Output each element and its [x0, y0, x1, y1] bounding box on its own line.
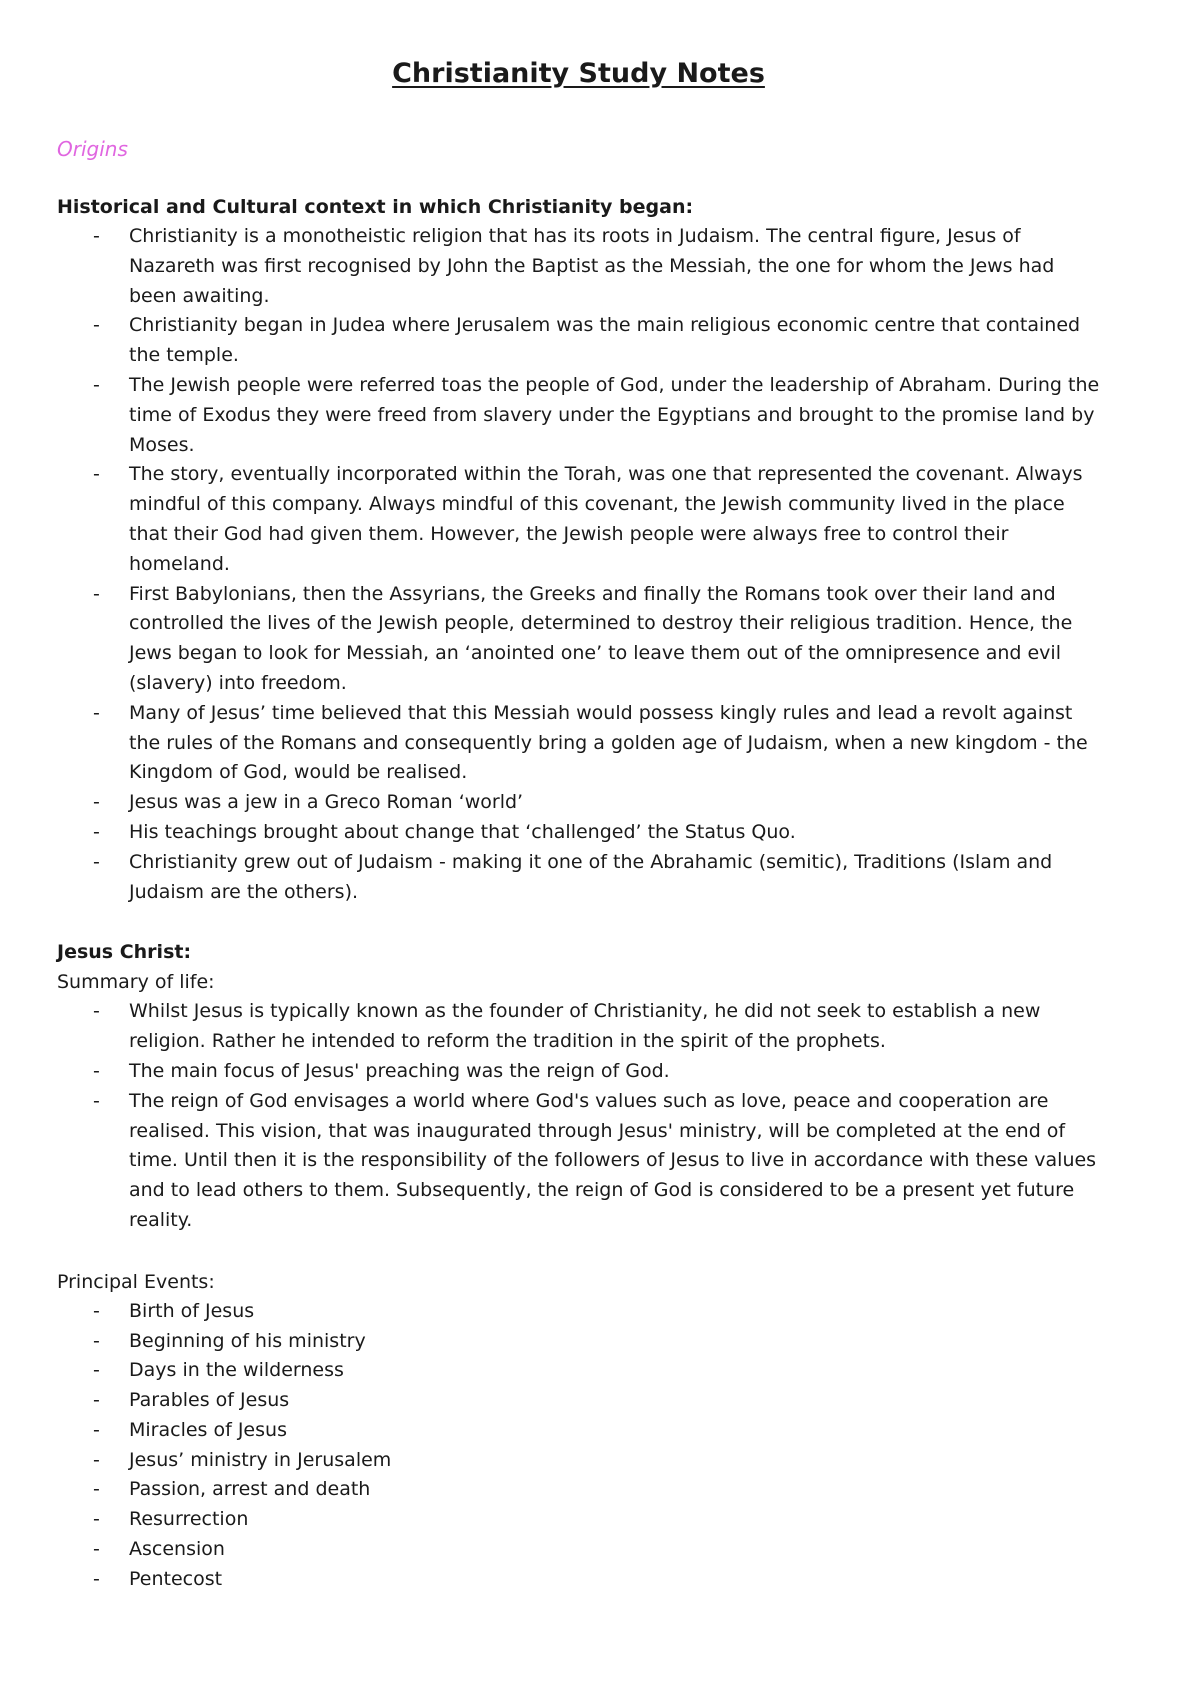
list-item [57, 580, 1100, 699]
bullet-dash: - [93, 1359, 100, 1382]
list-item-text: The main focus of Jesus' preaching was the reign of God. [129, 1059, 670, 1082]
section-label-origins: Origins [57, 137, 128, 161]
list-item-text: Passion, arrest and death [129, 1478, 371, 1501]
list-item [57, 222, 1100, 311]
list-item [57, 1297, 1100, 1327]
list-item-text: Many of Jesus’ time believed that this Messiah would possess kingly rules and lead a revolt against the rules of the Romans and consequently bring a golden age of Judaism, when a new kingdom - the Kingdom of God, would be realised. [129, 701, 1088, 784]
bullet-dash: - [93, 1478, 100, 1501]
page-title: Christianity Study Notes [392, 58, 765, 89]
list-item-text: The reign of God envisages a world where God's values such as love, peace and cooperation are realised. This vision, that was inaugurated through Jesus' ministry, will be completed at the end of time. Until then it is the responsibility of the followers of Jesus to live in accordance with these values and to lead others to them. Subsequently, the reign of God is considered to be a present yet future reality. [129, 1089, 1097, 1231]
list-item [57, 371, 1100, 460]
list-item-text: Miracles of Jesus [129, 1418, 287, 1441]
list-item [57, 1327, 1100, 1357]
list-item [57, 1057, 1100, 1087]
bullet-dash: - [93, 1448, 100, 1471]
list-item-text: Jesus was a jew in a Greco Roman ‘world’ [129, 791, 524, 814]
list-item-text: Birth of Jesus [129, 1299, 255, 1322]
list-item-text: Christianity began in Judea where Jerusalem was the main religious economic centre that contained the temple. [129, 314, 1081, 367]
bullet-dash: - [93, 463, 100, 486]
list-item [57, 1087, 1100, 1236]
jesus-heading: Jesus Christ: [57, 941, 192, 964]
summary-label: Summary of life: [57, 971, 215, 994]
list-item-text: Parables of Jesus [129, 1389, 290, 1412]
events-label: Principal Events: [57, 1270, 215, 1293]
bullet-dash: - [93, 373, 100, 396]
list-item-text: Ascension [129, 1538, 225, 1561]
list-item-text: The story, eventually incorporated within the Torah, was one that represented the covenant. Always mindful of this company. Always mindful of this covenant, the Jewish community lived in the place that their God had given them. However, the Jewish people were always free to control their homeland. [129, 463, 1083, 575]
bullet-dash: - [93, 1389, 100, 1412]
list-item [57, 460, 1100, 579]
origins-heading: Historical and Cultural context in which Christianity began: [57, 196, 694, 218]
bullet-dash: - [93, 1059, 100, 1082]
list-item [57, 699, 1100, 788]
list-item [57, 818, 1100, 848]
origins-bullet-list [57, 222, 1100, 907]
list-item-text: The Jewish people were referred toas the people of God, under the leadership of Abraham. During the time of Exodus they were freed from slavery under the Egyptians and brought to the promise land by Moses. [129, 373, 1100, 456]
list-item [57, 1475, 1100, 1505]
list-item-text: Days in the wilderness [129, 1359, 344, 1382]
list-item-text: Jesus’ ministry in Jerusalem [129, 1448, 392, 1471]
bullet-dash: - [93, 791, 100, 814]
list-item [57, 1535, 1100, 1565]
list-item [57, 997, 1100, 1057]
bullet-dash: - [93, 1299, 100, 1322]
list-item-text: Christianity is a monotheistic religion that has its roots in Judaism. The central figure, Jesus of Nazareth was first recognised by John the Baptist as the Messiah, the one for whom the Jews had been awaiting. [129, 225, 1055, 307]
bullet-dash: - [93, 1000, 100, 1023]
list-item-text: His teachings brought about change that ‘challenged’ the Status Quo. [129, 820, 796, 843]
events-list [57, 1297, 1100, 1595]
list-item [57, 311, 1100, 371]
bullet-dash: - [93, 701, 100, 724]
list-item [57, 1565, 1100, 1595]
bullet-dash: - [93, 1508, 100, 1531]
list-item-text: Whilst Jesus is typically known as the founder of Christianity, he did not seek to establish a new religion. Rather he intended to reform the tradition in the spirit of the prophets. [129, 1000, 1041, 1053]
bullet-dash: - [93, 1089, 100, 1112]
bullet-dash: - [93, 1538, 100, 1561]
list-item-text: Resurrection [129, 1508, 249, 1531]
list-item [57, 848, 1100, 908]
bullet-dash: - [93, 582, 100, 605]
bullet-dash: - [93, 314, 100, 337]
list-item [57, 1446, 1100, 1476]
list-item [57, 788, 1100, 818]
list-item-text: Christianity grew out of Judaism - making it one of the Abrahamic (semitic), Traditions (Islam and Judaism are the others). [129, 850, 1053, 903]
list-item-text: Beginning of his ministry [129, 1329, 366, 1352]
bullet-dash: - [93, 850, 100, 873]
list-item-text: Pentecost [129, 1567, 223, 1590]
summary-bullet-list [57, 997, 1100, 1235]
bullet-dash: - [93, 225, 100, 247]
list-item-text: First Babylonians, then the Assyrians, the Greeks and finally the Romans took over their land and controlled the lives of the Jewish people, determined to destroy their religious tradition. Hence, the Jews began to look for Messiah, an ‘anointed one’ to leave them out of the omnipresence and evil (slavery) into freedom. [129, 582, 1073, 694]
bullet-dash: - [93, 1418, 100, 1441]
bullet-dash: - [93, 820, 100, 843]
list-item [57, 1386, 1100, 1416]
bullet-dash: - [93, 1329, 100, 1352]
bullet-dash: - [93, 1567, 100, 1590]
list-item [57, 1505, 1100, 1535]
list-item [57, 1416, 1100, 1446]
list-item [57, 1356, 1100, 1386]
